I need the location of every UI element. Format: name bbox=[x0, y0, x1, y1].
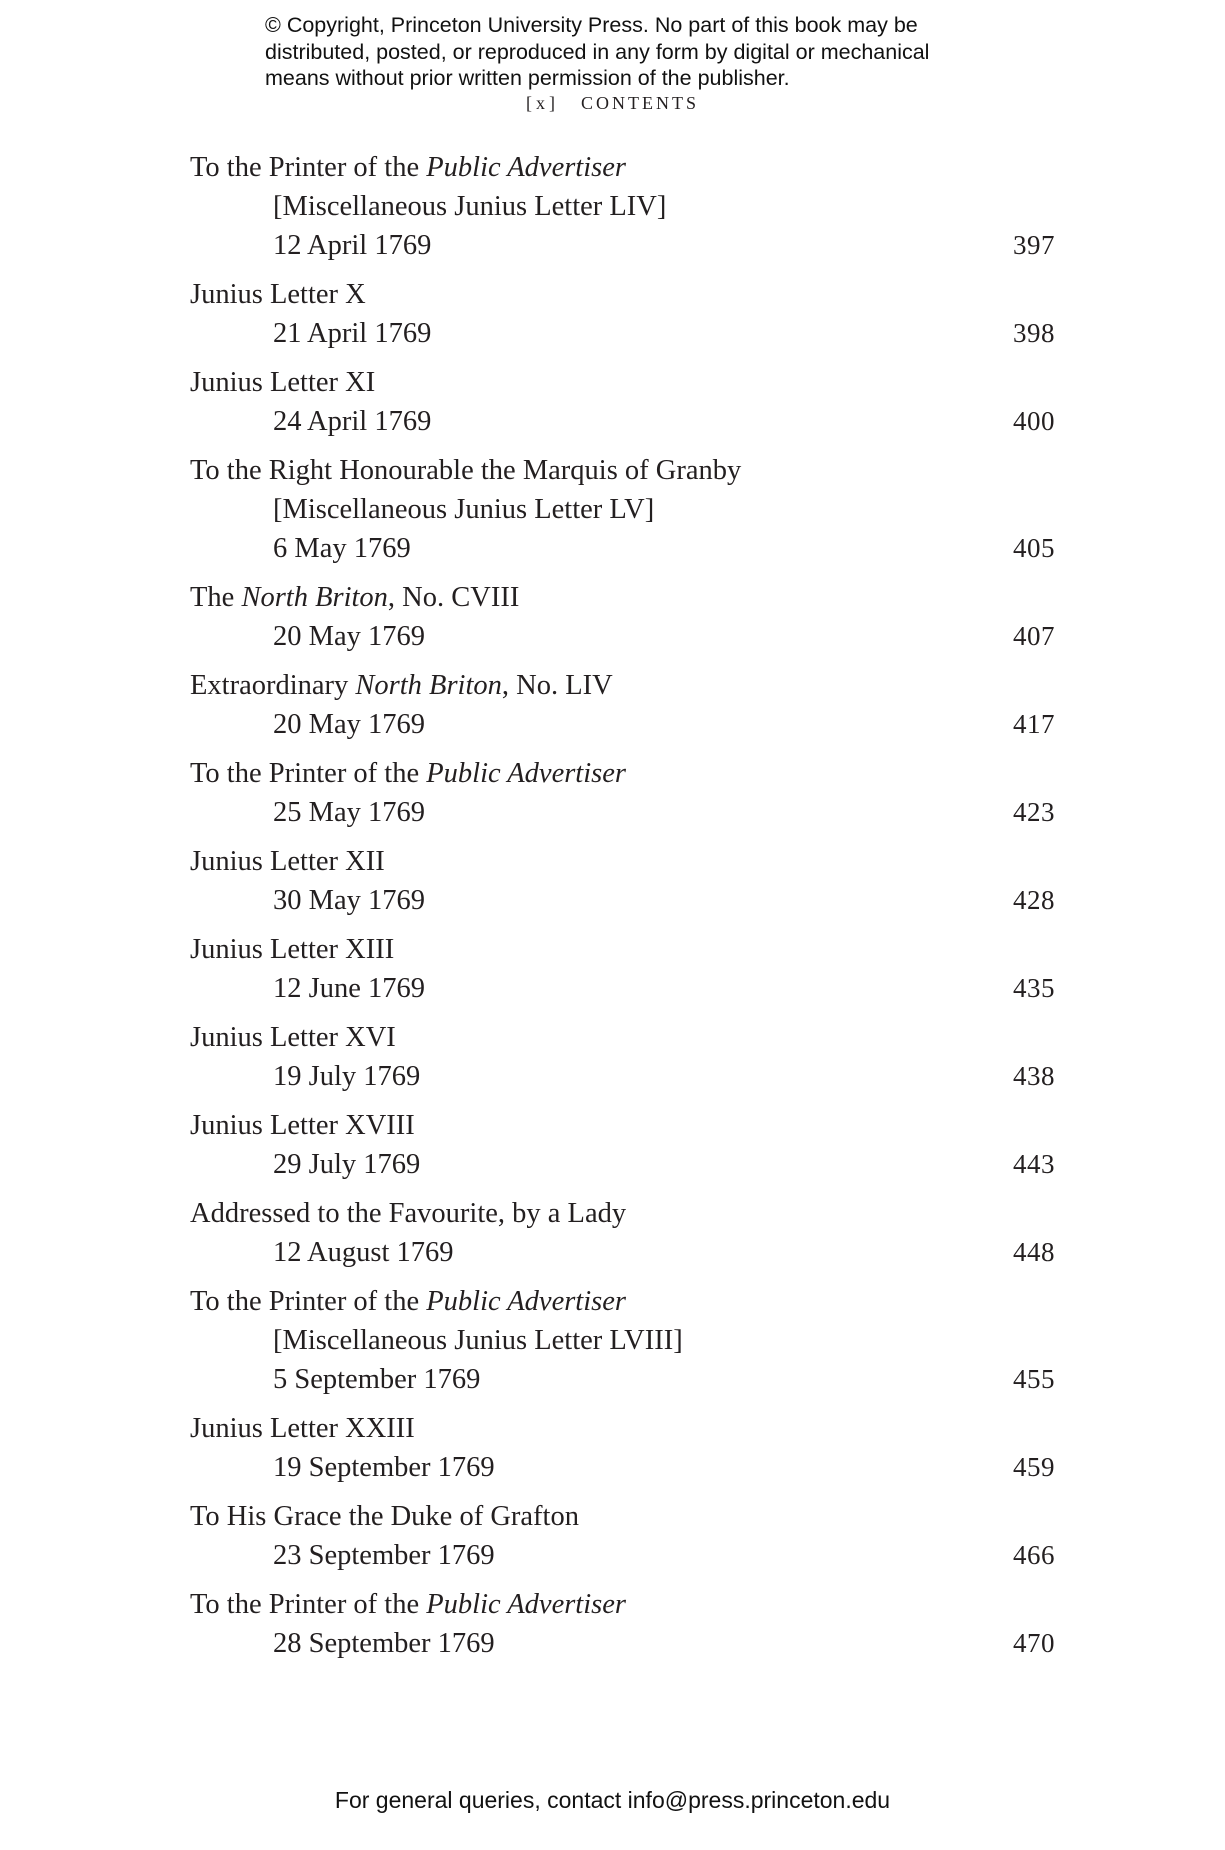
toc-entry-date: 24 April 1769 bbox=[273, 406, 432, 437]
toc-entry-title bbox=[190, 451, 1055, 490]
toc-entry-title bbox=[190, 1106, 1055, 1145]
toc-entry-date-row bbox=[190, 314, 1055, 353]
copyright-notice: © Copyright, Princeton University Press. No part of this book may be distributed, posted, or reproduced in any form by digital or mechanical means without prior written permission of the publisher. bbox=[265, 13, 930, 90]
toc-entry-title bbox=[190, 363, 1055, 402]
toc-entry-date: 12 April 1769 bbox=[273, 230, 432, 261]
toc-entry bbox=[190, 1585, 1055, 1663]
toc-entry-page-number: 417 bbox=[1013, 709, 1055, 739]
title-text: To the Printer of the bbox=[190, 758, 427, 789]
toc-entry-page-number: 443 bbox=[1013, 1149, 1055, 1179]
toc-entry-date: 20 May 1769 bbox=[273, 621, 425, 652]
title-text: Junius Letter XVI bbox=[190, 1022, 396, 1053]
toc-entry-date-row bbox=[190, 881, 1055, 920]
toc-entry bbox=[190, 1194, 1055, 1272]
toc-entry-title bbox=[190, 148, 1055, 187]
toc-entry-page-number: 435 bbox=[1013, 973, 1055, 1003]
toc-entry-date: 20 May 1769 bbox=[273, 709, 425, 740]
toc-entry bbox=[190, 1106, 1055, 1184]
table-of-contents bbox=[190, 148, 1055, 1673]
toc-entry-date: 21 April 1769 bbox=[273, 318, 432, 349]
title-text: The bbox=[190, 582, 242, 613]
toc-entry bbox=[190, 1409, 1055, 1487]
toc-entry bbox=[190, 666, 1055, 744]
page-folio: [x] bbox=[526, 93, 559, 113]
toc-entry-date-row bbox=[190, 226, 1055, 265]
title-text: Junius Letter X bbox=[190, 279, 366, 310]
toc-entry-page-number: 428 bbox=[1013, 885, 1055, 915]
toc-entry bbox=[190, 275, 1055, 353]
toc-entry-date-row bbox=[190, 1145, 1055, 1184]
title-text: To the Printer of the bbox=[190, 1286, 427, 1317]
title-text: Junius Letter XXIII bbox=[190, 1413, 415, 1444]
toc-entry-date: 6 May 1769 bbox=[273, 533, 411, 564]
toc-entry-date-row bbox=[190, 1624, 1055, 1663]
toc-entry-date: 12 June 1769 bbox=[273, 973, 425, 1004]
title-text: Junius Letter XII bbox=[190, 846, 385, 877]
toc-entry bbox=[190, 363, 1055, 441]
toc-entry-date-row bbox=[190, 705, 1055, 744]
toc-entry bbox=[190, 1497, 1055, 1575]
toc-entry-title bbox=[190, 1282, 1055, 1321]
toc-entry-page-number: 423 bbox=[1013, 797, 1055, 827]
running-head bbox=[0, 93, 1225, 114]
toc-entry-page-number: 448 bbox=[1013, 1237, 1055, 1267]
title-italic-text: North Briton bbox=[241, 582, 388, 613]
toc-entry-date: 30 May 1769 bbox=[273, 885, 425, 916]
toc-entry-date: 19 September 1769 bbox=[273, 1452, 495, 1483]
title-italic-text: Public Advertiser bbox=[426, 152, 626, 183]
toc-entry-subtitle: [Miscellaneous Junius Letter LV] bbox=[273, 494, 655, 525]
toc-entry-date: 19 July 1769 bbox=[273, 1061, 421, 1092]
title-suffix-text: , No. LIV bbox=[501, 670, 613, 701]
title-text: Junius Letter XVIII bbox=[190, 1110, 415, 1141]
title-text: To His Grace the Duke of Grafton bbox=[190, 1501, 579, 1532]
toc-entry-date: 5 September 1769 bbox=[273, 1364, 481, 1395]
toc-entry-title bbox=[190, 1018, 1055, 1057]
title-italic-text: Public Advertiser bbox=[426, 758, 626, 789]
title-italic-text: Public Advertiser bbox=[426, 1286, 626, 1317]
toc-entry-page-number: 400 bbox=[1013, 406, 1055, 436]
toc-entry-page-number: 438 bbox=[1013, 1061, 1055, 1091]
toc-entry-subtitle: [Miscellaneous Junius Letter LVIII] bbox=[273, 1325, 683, 1356]
toc-entry-title bbox=[190, 578, 1055, 617]
title-italic-text: Public Advertiser bbox=[426, 1589, 626, 1620]
toc-entry-title bbox=[190, 1585, 1055, 1624]
toc-entry-title bbox=[190, 754, 1055, 793]
toc-entry-date: 28 September 1769 bbox=[273, 1628, 495, 1659]
toc-entry-date: 23 September 1769 bbox=[273, 1540, 495, 1571]
toc-entry bbox=[190, 451, 1055, 568]
toc-entry-date-row bbox=[190, 402, 1055, 441]
toc-entry-date-row bbox=[190, 1448, 1055, 1487]
footer-contact: For general queries, contact info@press.princeton.edu bbox=[334, 1787, 891, 1813]
toc-entry-date-row bbox=[190, 1233, 1055, 1272]
toc-entry-page-number: 405 bbox=[1013, 533, 1055, 563]
title-text: To the Right Honourable the Marquis of Granby bbox=[190, 455, 742, 486]
toc-entry-date-row bbox=[190, 969, 1055, 1008]
toc-entry-subtitle: [Miscellaneous Junius Letter LIV] bbox=[273, 191, 667, 222]
toc-entry bbox=[190, 578, 1055, 656]
toc-entry-date-row bbox=[190, 1536, 1055, 1575]
toc-entry-page-number: 407 bbox=[1013, 621, 1055, 651]
toc-entry-page-number: 398 bbox=[1013, 318, 1055, 348]
toc-entry bbox=[190, 930, 1055, 1008]
running-head-title: CONTENTS bbox=[581, 93, 699, 113]
title-text: To the Printer of the bbox=[190, 152, 427, 183]
toc-entry-date: 29 July 1769 bbox=[273, 1149, 421, 1180]
toc-entry-date-row bbox=[190, 529, 1055, 568]
toc-entry-date-row bbox=[190, 793, 1055, 832]
toc-entry-title bbox=[190, 842, 1055, 881]
toc-entry bbox=[190, 1282, 1055, 1399]
title-suffix-text: , No. CVIII bbox=[387, 582, 520, 613]
toc-entry-date: 25 May 1769 bbox=[273, 797, 425, 828]
title-text: Junius Letter XIII bbox=[190, 934, 395, 965]
toc-entry bbox=[190, 1018, 1055, 1096]
toc-entry-date: 12 August 1769 bbox=[273, 1237, 454, 1268]
toc-entry bbox=[190, 754, 1055, 832]
toc-entry-page-number: 466 bbox=[1013, 1540, 1055, 1570]
toc-entry-title bbox=[190, 666, 1055, 705]
toc-entry-title bbox=[190, 1194, 1055, 1233]
toc-entry-page-number: 455 bbox=[1013, 1364, 1055, 1394]
toc-entry-page-number: 397 bbox=[1013, 230, 1055, 260]
title-text: Addressed to the Favourite, by a Lady bbox=[190, 1198, 627, 1229]
toc-entry-page-number: 459 bbox=[1013, 1452, 1055, 1482]
title-text: Extraordinary bbox=[190, 670, 356, 701]
toc-entry-title bbox=[190, 930, 1055, 969]
toc-entry-date-row bbox=[190, 1057, 1055, 1096]
toc-entry-date-row bbox=[190, 617, 1055, 656]
toc-entry-title bbox=[190, 1409, 1055, 1448]
toc-entry-title bbox=[190, 275, 1055, 314]
toc-entry-date-row bbox=[190, 1360, 1055, 1399]
title-italic-text: North Briton bbox=[355, 670, 502, 701]
toc-entry bbox=[190, 148, 1055, 265]
toc-entry-title bbox=[190, 1497, 1055, 1536]
title-text: To the Printer of the bbox=[190, 1589, 427, 1620]
toc-entry-page-number: 470 bbox=[1013, 1628, 1055, 1658]
title-text: Junius Letter XI bbox=[190, 367, 376, 398]
toc-entry bbox=[190, 842, 1055, 920]
